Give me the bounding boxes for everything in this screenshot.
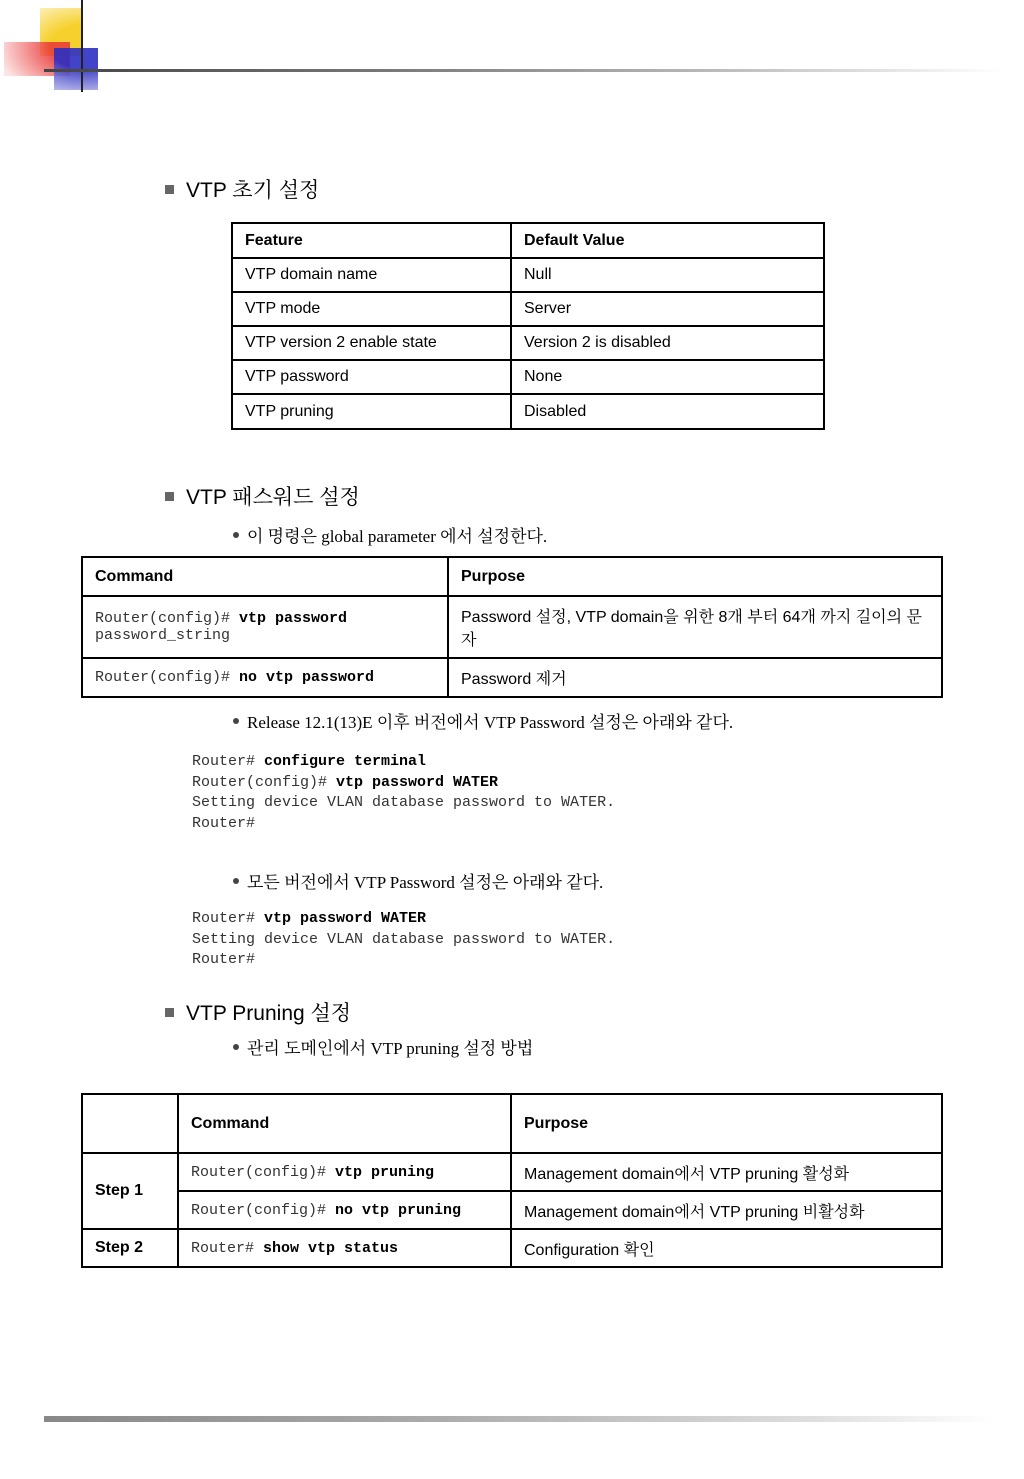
cli-prompt: Router# <box>192 910 265 927</box>
cli-prompt: Router(config)# <box>191 1163 336 1181</box>
cli-prompt: Router(config)# <box>95 669 240 686</box>
table-cell: Version 2 is disabled <box>511 326 824 360</box>
table-header-cell: Purpose <box>448 557 942 596</box>
cli-prompt: Router(config)# <box>191 1201 336 1219</box>
table-row <box>82 596 942 658</box>
logo-fade <box>2 4 152 99</box>
password-table <box>81 556 943 698</box>
table-row <box>232 326 824 360</box>
table-cell: VTP mode <box>232 292 511 326</box>
cli-prompt: Router(config)# <box>192 773 337 791</box>
square-bullet-icon <box>165 492 174 501</box>
command-cell <box>178 1153 511 1191</box>
table-row <box>232 394 824 429</box>
table-header-cell: Feature <box>232 223 511 258</box>
cli-command: vtp password WATER <box>336 773 499 791</box>
table-row <box>232 258 824 292</box>
cli-prompt: Router# <box>192 814 256 832</box>
command-cell <box>178 1191 511 1229</box>
header-rule <box>44 69 1004 72</box>
table-row <box>232 292 824 326</box>
cli-command: no vtp password <box>239 669 375 686</box>
purpose-cell: Password 설정, VTP domain을 위한 8개 부터 64개 까지 길이의 문자 <box>448 596 942 658</box>
bullet-release-note: Release 12.1(13)E 이후 버전에서 VTP Password 설정은 아래와 같다. <box>233 708 733 733</box>
section-heading-init: VTP 초기 설정 <box>165 174 319 204</box>
table-row <box>82 1191 942 1229</box>
purpose-cell: Password 제거 <box>448 658 942 697</box>
round-bullet-icon <box>233 878 239 884</box>
bullet-pruning-method: 관리 도메인에서 VTP pruning 설정 방법 <box>233 1034 533 1059</box>
step-label: Step 1 <box>82 1153 178 1229</box>
round-bullet-icon <box>233 718 239 724</box>
section-heading-password: VTP 패스워드 설정 <box>165 481 360 511</box>
cli-command: vtp password WATER <box>264 910 427 927</box>
section-heading-pruning: VTP Pruning 설정 <box>165 997 351 1027</box>
table-header-cell: Command <box>178 1094 511 1153</box>
table-cell: Null <box>511 258 824 292</box>
table-row <box>82 658 942 697</box>
command-cell <box>82 596 448 658</box>
cli-prompt: Router# <box>191 1239 264 1257</box>
cli-prompt: Router# <box>192 951 256 968</box>
code-block-release <box>192 752 615 834</box>
bullet-global-parameter: 이 명령은 global parameter 에서 설정한다. <box>233 522 547 547</box>
command-cell <box>82 658 448 697</box>
bullet-all-versions: 모든 버전에서 VTP Password 설정은 아래와 같다. <box>233 868 603 893</box>
cli-prompt: Router(config)# <box>95 610 240 627</box>
square-bullet-icon <box>165 185 174 194</box>
table-header-row <box>82 1094 942 1153</box>
table-header-row <box>82 557 942 596</box>
table-cell: None <box>511 360 824 394</box>
command-cell <box>178 1229 511 1267</box>
cli-command: vtp password <box>239 610 348 627</box>
purpose-cell: Management domain에서 VTP pruning 활성화 <box>511 1153 942 1191</box>
table-cell: VTP pruning <box>232 394 511 429</box>
cli-command: vtp pruning <box>335 1163 435 1181</box>
table-row <box>82 1229 942 1267</box>
round-bullet-icon <box>233 532 239 538</box>
table-cell: VTP version 2 enable state <box>232 326 511 360</box>
table-row <box>82 1153 942 1191</box>
step-label: Step 2 <box>82 1229 178 1267</box>
table-row <box>232 360 824 394</box>
cli-output: Setting device VLAN database password to WATER. <box>192 794 616 811</box>
round-bullet-icon <box>233 1044 239 1050</box>
cli-prompt: Router# <box>192 753 265 770</box>
table-header-row <box>232 223 824 258</box>
table-cell: VTP password <box>232 360 511 394</box>
footer-rule <box>44 1416 994 1422</box>
purpose-cell: Management domain에서 VTP pruning 비활성화 <box>511 1191 942 1229</box>
purpose-cell: Configuration 확인 <box>511 1229 942 1267</box>
table-header-cell: Command <box>82 557 448 596</box>
cli-argument: password_string <box>95 627 231 644</box>
cli-command: configure terminal <box>264 753 427 770</box>
table-cell: Server <box>511 292 824 326</box>
table-cell: VTP domain name <box>232 258 511 292</box>
table-cell: Disabled <box>511 394 824 429</box>
cli-command: no vtp pruning <box>335 1201 462 1219</box>
table-header-cell: Purpose <box>511 1094 942 1153</box>
header-vertical-rule <box>81 0 83 92</box>
table-header-cell: Default Value <box>511 223 824 258</box>
cli-output: Setting device VLAN database password to WATER. <box>192 930 616 948</box>
cli-command: show vtp status <box>263 1239 399 1257</box>
square-bullet-icon <box>165 1008 174 1017</box>
table-header-cell <box>82 1094 178 1153</box>
defaults-table <box>231 222 825 430</box>
pruning-table <box>81 1093 943 1268</box>
code-block-all-versions <box>192 909 615 971</box>
